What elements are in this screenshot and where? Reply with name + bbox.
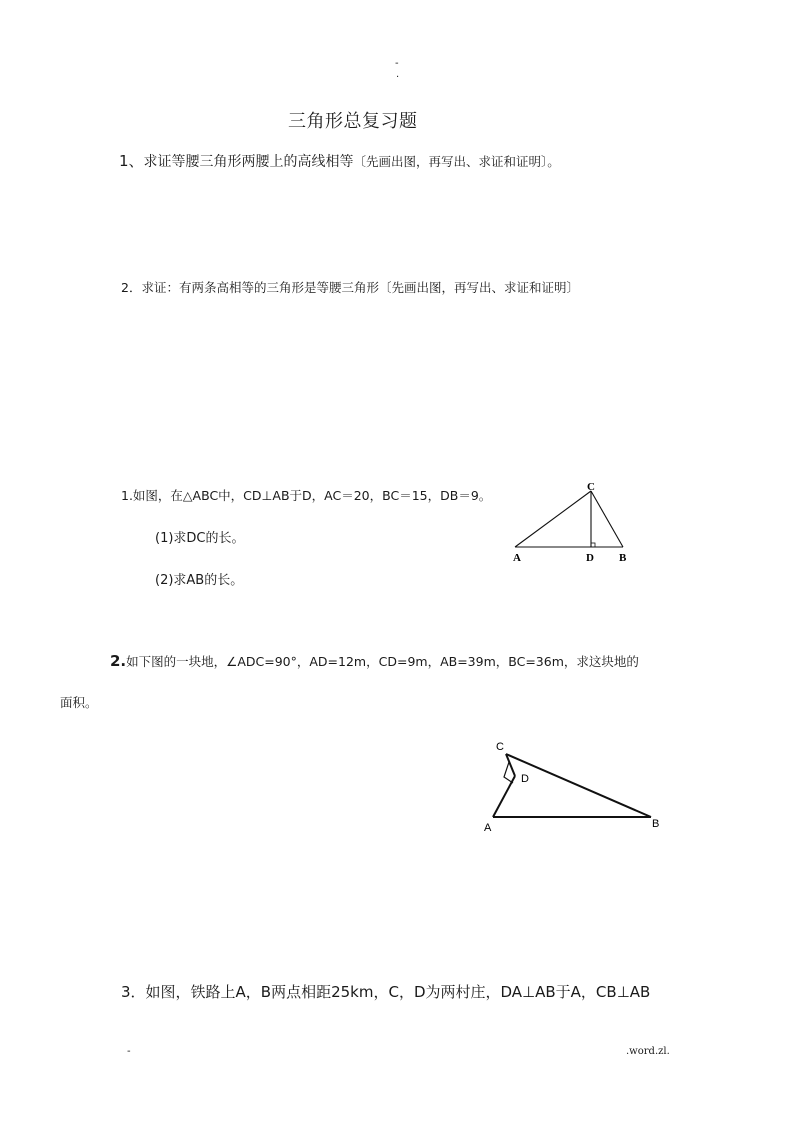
label-d: D (586, 552, 594, 564)
question-2-number: 2． (121, 280, 142, 295)
question-2-note: 〔先画出图，再写出、求证和证明〕 (378, 280, 579, 295)
problem-2-line-1 (110, 651, 639, 670)
label-c: C (587, 481, 595, 493)
problem-1-text: 1.如图，在△ABC中，CD⊥AB于D，AC＝20，BC＝15，DB＝9。 (121, 488, 492, 503)
label-a: A (484, 822, 492, 834)
problem-2-number: 2. (110, 652, 127, 670)
segment-cb (591, 491, 623, 547)
label-b: B (652, 818, 660, 830)
problem-2-figure (478, 732, 668, 837)
problem-2-text: 如下图的一块地，∠ADC=90°，AD=12m，CD=9m，AB=39m，BC=36m，求这块地的 (126, 654, 639, 669)
label-b: B (619, 552, 627, 564)
footer-right: .word.zl. (626, 1046, 670, 1057)
question-1-text: 求证等腰三角形两腰上的高线相等 (143, 154, 354, 170)
page-title: 三角形总复习题 (288, 111, 418, 132)
question-1-number: 1、 (119, 152, 144, 170)
question-2 (121, 277, 579, 296)
problem-2-line-2: 面积。 (60, 695, 98, 710)
problem-1-sub-1: (1)求DC的长。 (155, 531, 245, 546)
right-angle-mark (504, 762, 513, 783)
segment-ac (515, 491, 591, 547)
label-d: D (521, 773, 529, 785)
label-c: C (496, 741, 504, 753)
footer-left: - (127, 1046, 131, 1057)
problem-3-text: 3．如图，铁路上A，B两点相距25km，C，D为两村庄，DA⊥AB于A，CB⊥AB (121, 983, 651, 1001)
question-2-text: 求证：有两条高相等的三角形是等腰三角形 (141, 280, 379, 295)
segment-cb (506, 754, 651, 817)
problem-1-figure (505, 478, 635, 568)
problem-1-sub-2: (2)求AB的长。 (155, 573, 244, 588)
question-1-note: 〔先画出图，再写出、求证和证明〕。 (353, 154, 560, 169)
question-1 (119, 150, 560, 171)
label-a: A (513, 552, 521, 564)
right-angle-mark (591, 543, 595, 547)
header-mark: - (395, 58, 399, 69)
header-dot: . (396, 69, 400, 80)
